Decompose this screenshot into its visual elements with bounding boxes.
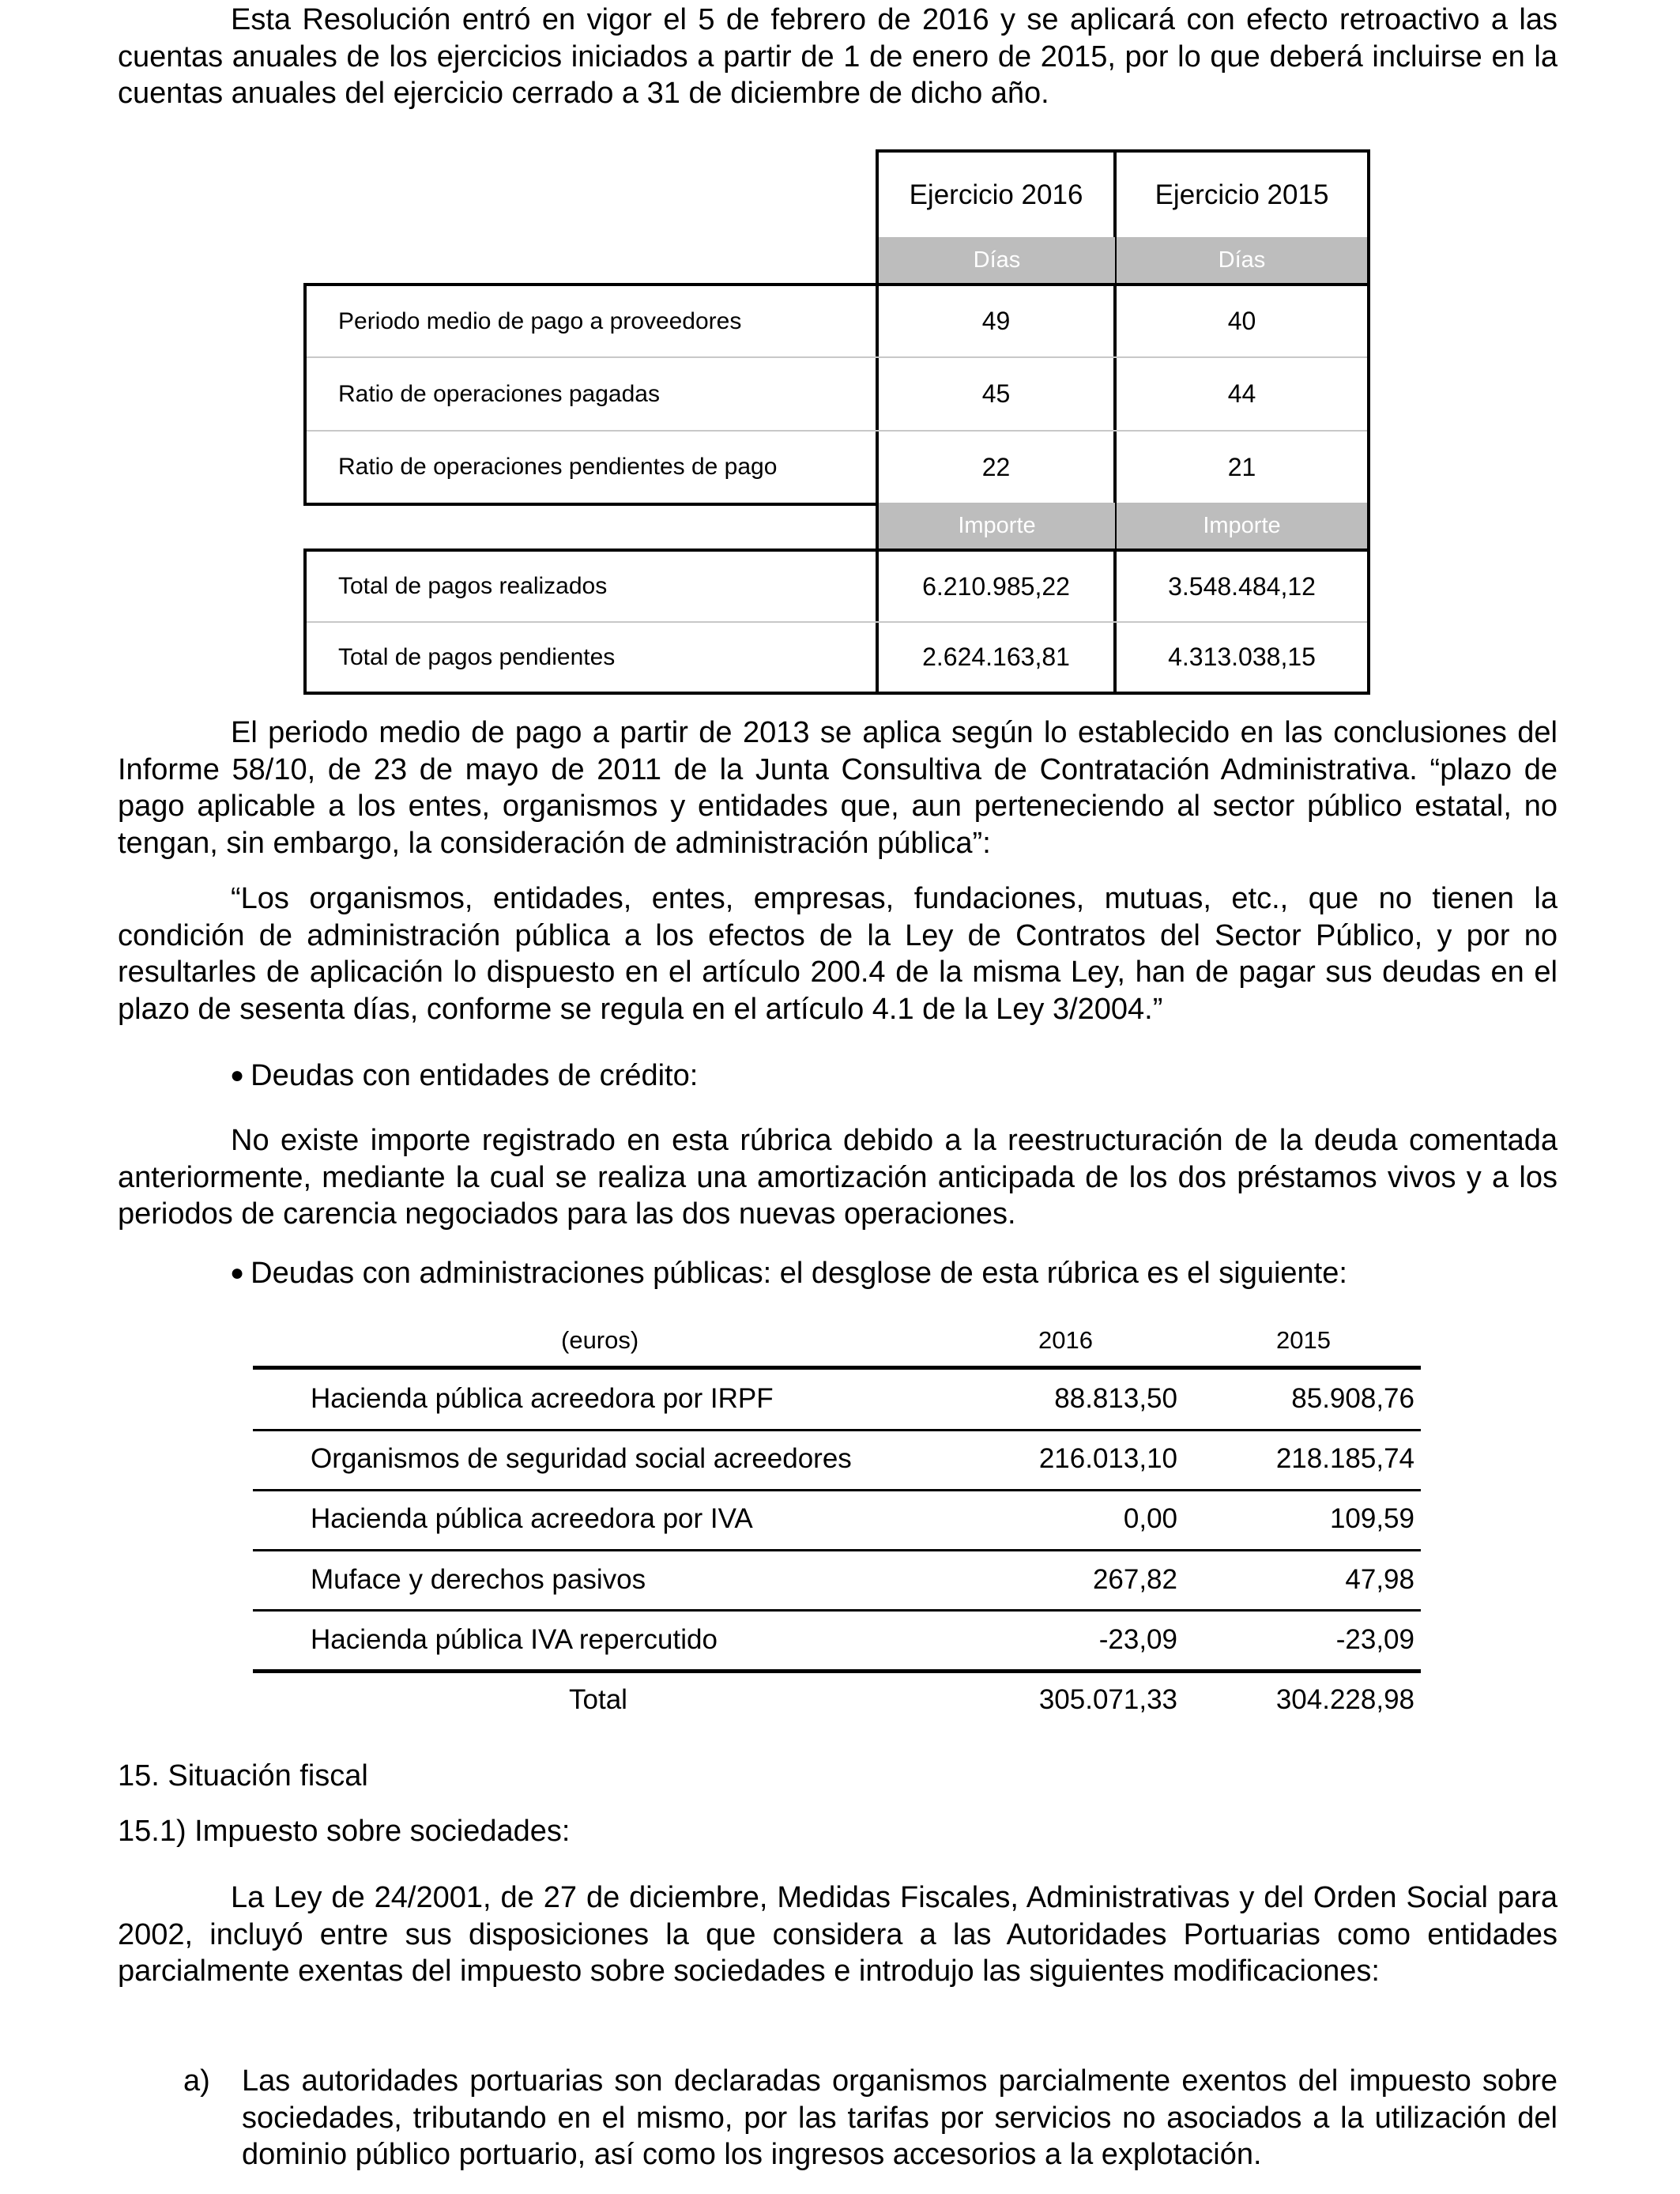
value-2015: 47,98 <box>1345 1564 1414 1595</box>
value-2015: 40 <box>1227 307 1256 335</box>
list-marker: a) <box>183 2064 210 2098</box>
total-row <box>253 1673 1421 1732</box>
value-2015: 3.548.484,12 <box>1168 571 1316 601</box>
value-2015: 21 <box>1227 452 1256 481</box>
row-label: Periodo medio de pago a proveedores <box>338 307 742 334</box>
header-ejercicio-2016: Ejercicio 2016 <box>909 179 1083 210</box>
row-label: Total de pagos realizados <box>338 573 608 599</box>
row-label: Organismos de seguridad social acreedores <box>311 1443 852 1474</box>
total-2015: 304.228,98 <box>1275 1684 1414 1715</box>
bullet-admin <box>230 1255 1347 1291</box>
table-row <box>253 1491 1421 1551</box>
row-label: Hacienda pública IVA repercutido <box>311 1624 718 1655</box>
row-label: Ratio de operaciones pendientes de pago <box>338 454 778 480</box>
value-2015: 85.908,76 <box>1291 1383 1414 1414</box>
bullet-credit <box>230 1057 698 1094</box>
table-row <box>253 1431 1421 1491</box>
value-2016: 216.013,10 <box>1038 1443 1177 1474</box>
amount-label-2015: Importe <box>1115 503 1370 552</box>
value-2016: 45 <box>981 379 1011 408</box>
value-2015: 218.185,74 <box>1275 1443 1414 1474</box>
paragraph-law: La Ley de 24/2001, de 27 de diciembre, Medidas Fiscales, Administrativas y del Orden Social para 2002, incluyó entre sus disposiciones la que considera a las Autoridades Portuarias como entidades parcialmente exentas del impuesto sobre sociedades e introdujo las siguientes modificaciones: <box>118 1881 1558 1988</box>
value-2015: 4.313.038,15 <box>1168 643 1316 671</box>
table-row <box>253 1370 1421 1429</box>
subsection-heading: 15.1) Impuesto sobre sociedades: <box>118 1815 571 1848</box>
value-2016: 22 <box>981 452 1011 481</box>
row-label: Total de pagos pendientes <box>338 643 616 670</box>
unit-header: (euros) <box>561 1326 639 1354</box>
row-label: Ratio de operaciones pagadas <box>338 380 660 407</box>
section-heading: 15. Situación fiscal <box>118 1759 368 1793</box>
row-label: Hacienda pública acreedora por IVA <box>311 1503 753 1534</box>
table-row <box>253 1551 1421 1611</box>
bullet-icon: ● <box>230 1062 245 1088</box>
bullet-admin-text: Deudas con administraciones públicas: el desglose de esta rúbrica es el siguiente: <box>250 1257 1347 1290</box>
value-2015: 44 <box>1227 379 1256 408</box>
table-row <box>253 1612 1421 1671</box>
value-2016: 88.813,50 <box>1054 1383 1177 1414</box>
bullet-credit-text: Deudas con entidades de crédito: <box>250 1059 699 1092</box>
row-label: Muface y derechos pasivos <box>311 1564 646 1595</box>
value-2016: -23,09 <box>1098 1624 1177 1655</box>
paragraph-period: El periodo medio de pago a partir de 2013 se aplica según lo establecido en las conclusiones del Informe 58/10, de 23 de mayo de 2011 de la Junta Consultiva de Contratación Administrativa. “plazo de pago aplicable a los entes, organismos y entidades que, aun perteneciendo al sector público estatal, no tengan, sin embargo, la consideración de administración pública”: <box>118 716 1558 860</box>
days-label-2016: Días <box>876 237 1117 286</box>
value-2015: -23,09 <box>1335 1624 1414 1655</box>
value-2016: 6.210.985,22 <box>922 571 1070 601</box>
days-label-2015: Días <box>1115 237 1370 286</box>
value-2015: 109,59 <box>1329 1503 1414 1534</box>
value-2016: 49 <box>981 307 1011 335</box>
total-label: Total <box>569 1684 627 1715</box>
intro-paragraph: Esta Resolución entró en vigor el 5 de febrero de 2016 y se aplicará con efecto retroactivo a las cuentas anuales de los ejercicios iniciados a partir de 1 de enero de 2015, por lo que deberá incluirse en la cuentas anuales del ejercicio cerrado a 31 de diciembre de dicho año. <box>118 3 1558 110</box>
value-2016: 0,00 <box>1123 1503 1177 1534</box>
year-header-2016: 2016 <box>1038 1326 1093 1354</box>
paragraph-quote: “Los organismos, entidades, entes, empresas, fundaciones, mutuas, etc., que no tienen la condición de administración pública a los efectos de la Ley de Contratos del Sector Público, y por no resultarles de aplicación lo dispuesto en el artículo 200.4 de la misma Ley, han de pagar sus deudas en el plazo de sesenta días, conforme se regula en el artículo 4.1 de la Ley 3/2004.” <box>118 882 1558 1026</box>
value-2016: 2.624.163,81 <box>922 643 1070 671</box>
bullet-icon: ● <box>230 1260 245 1286</box>
paragraph-credit: No existe importe registrado en esta rúbrica debido a la reestructuración de la deuda comentada anteriormente, mediante la cual se realiza una amortización anticipada de los dos préstamos vivos y a los periodos de carencia negociados para las dos nuevas operaciones. <box>118 1124 1558 1231</box>
year-header-2015: 2015 <box>1276 1326 1331 1354</box>
amount-label-2016: Importe <box>876 503 1117 552</box>
header-ejercicio-2015: Ejercicio 2015 <box>1155 179 1329 210</box>
list-text: Las autoridades portuarias son declaradas organismos parcialmente exentos del impuesto sobre sociedades, tributando en el mismo, por las tarifas por servicios no asociados a la utilización del dominio público portuario, así como los ingresos accesorios a la explotación. <box>242 2064 1558 2171</box>
row-label: Hacienda pública acreedora por IRPF <box>311 1383 774 1414</box>
total-2016: 305.071,33 <box>1038 1684 1177 1715</box>
value-2016: 267,82 <box>1092 1564 1177 1595</box>
